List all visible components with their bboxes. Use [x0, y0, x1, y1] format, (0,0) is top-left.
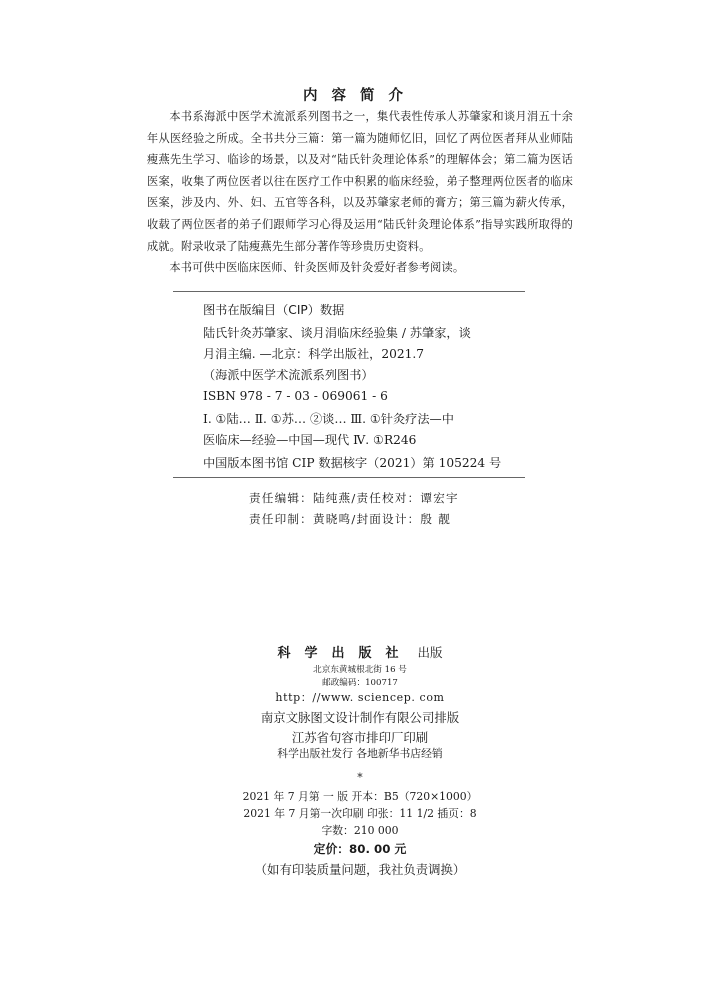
staff-line-1: 责任编辑：陆纯燕/责任校对：谭宏宇 — [249, 491, 459, 505]
quality-notice: （如有印装质量问题，我社负责调换） — [254, 862, 466, 877]
typesetter: 南京文脉图文设计制作有限公司排版 — [260, 710, 460, 725]
publisher-line — [0, 642, 720, 661]
distribution: 科学出版社发行 各地新华书店经销 — [277, 747, 443, 760]
cip-heading: 图书在版编目（CIP）数据 — [203, 303, 345, 317]
summary-paragraph-1: 本书系海派中医学术流派系列图书之一，集代表性传承人苏肇家和谈月涓五十余年从医经验之所成。全书共分三篇：第一篇为随师忆旧，回忆了两位医者拜从业师陆瘦燕先生学习、临诊的场景，以及对“陆氏针灸理论体系”的理解体会；第二篇为医话医案，收集了两位医者以往在医疗工作中积累的临床经验，弟子整理两位医者的临床医案，涉及内、外、妇、五官等各科，以及苏肇家老师的膏方；第三篇为薪火传承，收载了两位医者的弟子们跟师学习心得及运用“陆氏针灸理论体系”指导实践所取得的成就。附录收录了陆瘦燕先生部分著作等珍贵历史资料。 — [147, 110, 573, 253]
publisher-logo: 科学出版社 — [277, 646, 413, 661]
publisher-address: 北京东黄城根北街 16 号 — [313, 665, 407, 675]
cip-line-5: Ⅰ. ①陆… Ⅱ. ①苏… ②谈… Ⅲ. ①针灸疗法—中 — [203, 412, 454, 426]
content-summary-title: 内容简介 — [303, 88, 417, 104]
cip-bottom-rule — [173, 477, 525, 478]
published-label: 出版 — [417, 645, 443, 660]
staff-credits — [249, 488, 459, 530]
separator-star: * — [357, 771, 363, 784]
cip-line-1: 陆氏针灸苏肇家、谈月涓临床经验集 / 苏肇家，谈 — [203, 326, 471, 340]
cip-core-number: 中国版本图书馆 CIP 数据核字（2021）第 105224 号 — [203, 456, 502, 470]
cip-line-2: 月涓主编. —北京：科学出版社，2021.7 — [203, 347, 425, 361]
publisher-url: http：//www. sciencep. com — [275, 691, 445, 704]
publisher-postcode: 邮政编码：100717 — [322, 678, 398, 688]
cip-line-6: 医临床—经验—中国—现代 Ⅳ. ①R246 — [203, 433, 417, 447]
price: 定价：80. 00 元 — [313, 842, 407, 856]
content-summary-text — [147, 106, 573, 279]
cip-top-rule — [173, 291, 525, 292]
printer: 江苏省句容市排印厂印刷 — [291, 730, 429, 745]
edition-line: 2021 年 7 月第 一 版 开本：B5（720×1000） — [242, 790, 478, 803]
cip-line-3: （海派中医学术流派系列图书） — [203, 368, 374, 382]
summary-paragraph-2: 本书可供中医临床医师、针灸医师及针灸爱好者参考阅读。 — [169, 261, 465, 275]
cip-block — [203, 300, 523, 474]
word-count: 字数：210 000 — [321, 824, 399, 837]
cip-isbn: ISBN 978 - 7 - 03 - 069061 - 6 — [203, 389, 388, 403]
printing-line: 2021 年 7 月第一次印刷 印张：11 1/2 插页：8 — [243, 807, 477, 820]
staff-line-2: 责任印制：黄晓鸣/封面设计：殷 靓 — [249, 512, 451, 526]
